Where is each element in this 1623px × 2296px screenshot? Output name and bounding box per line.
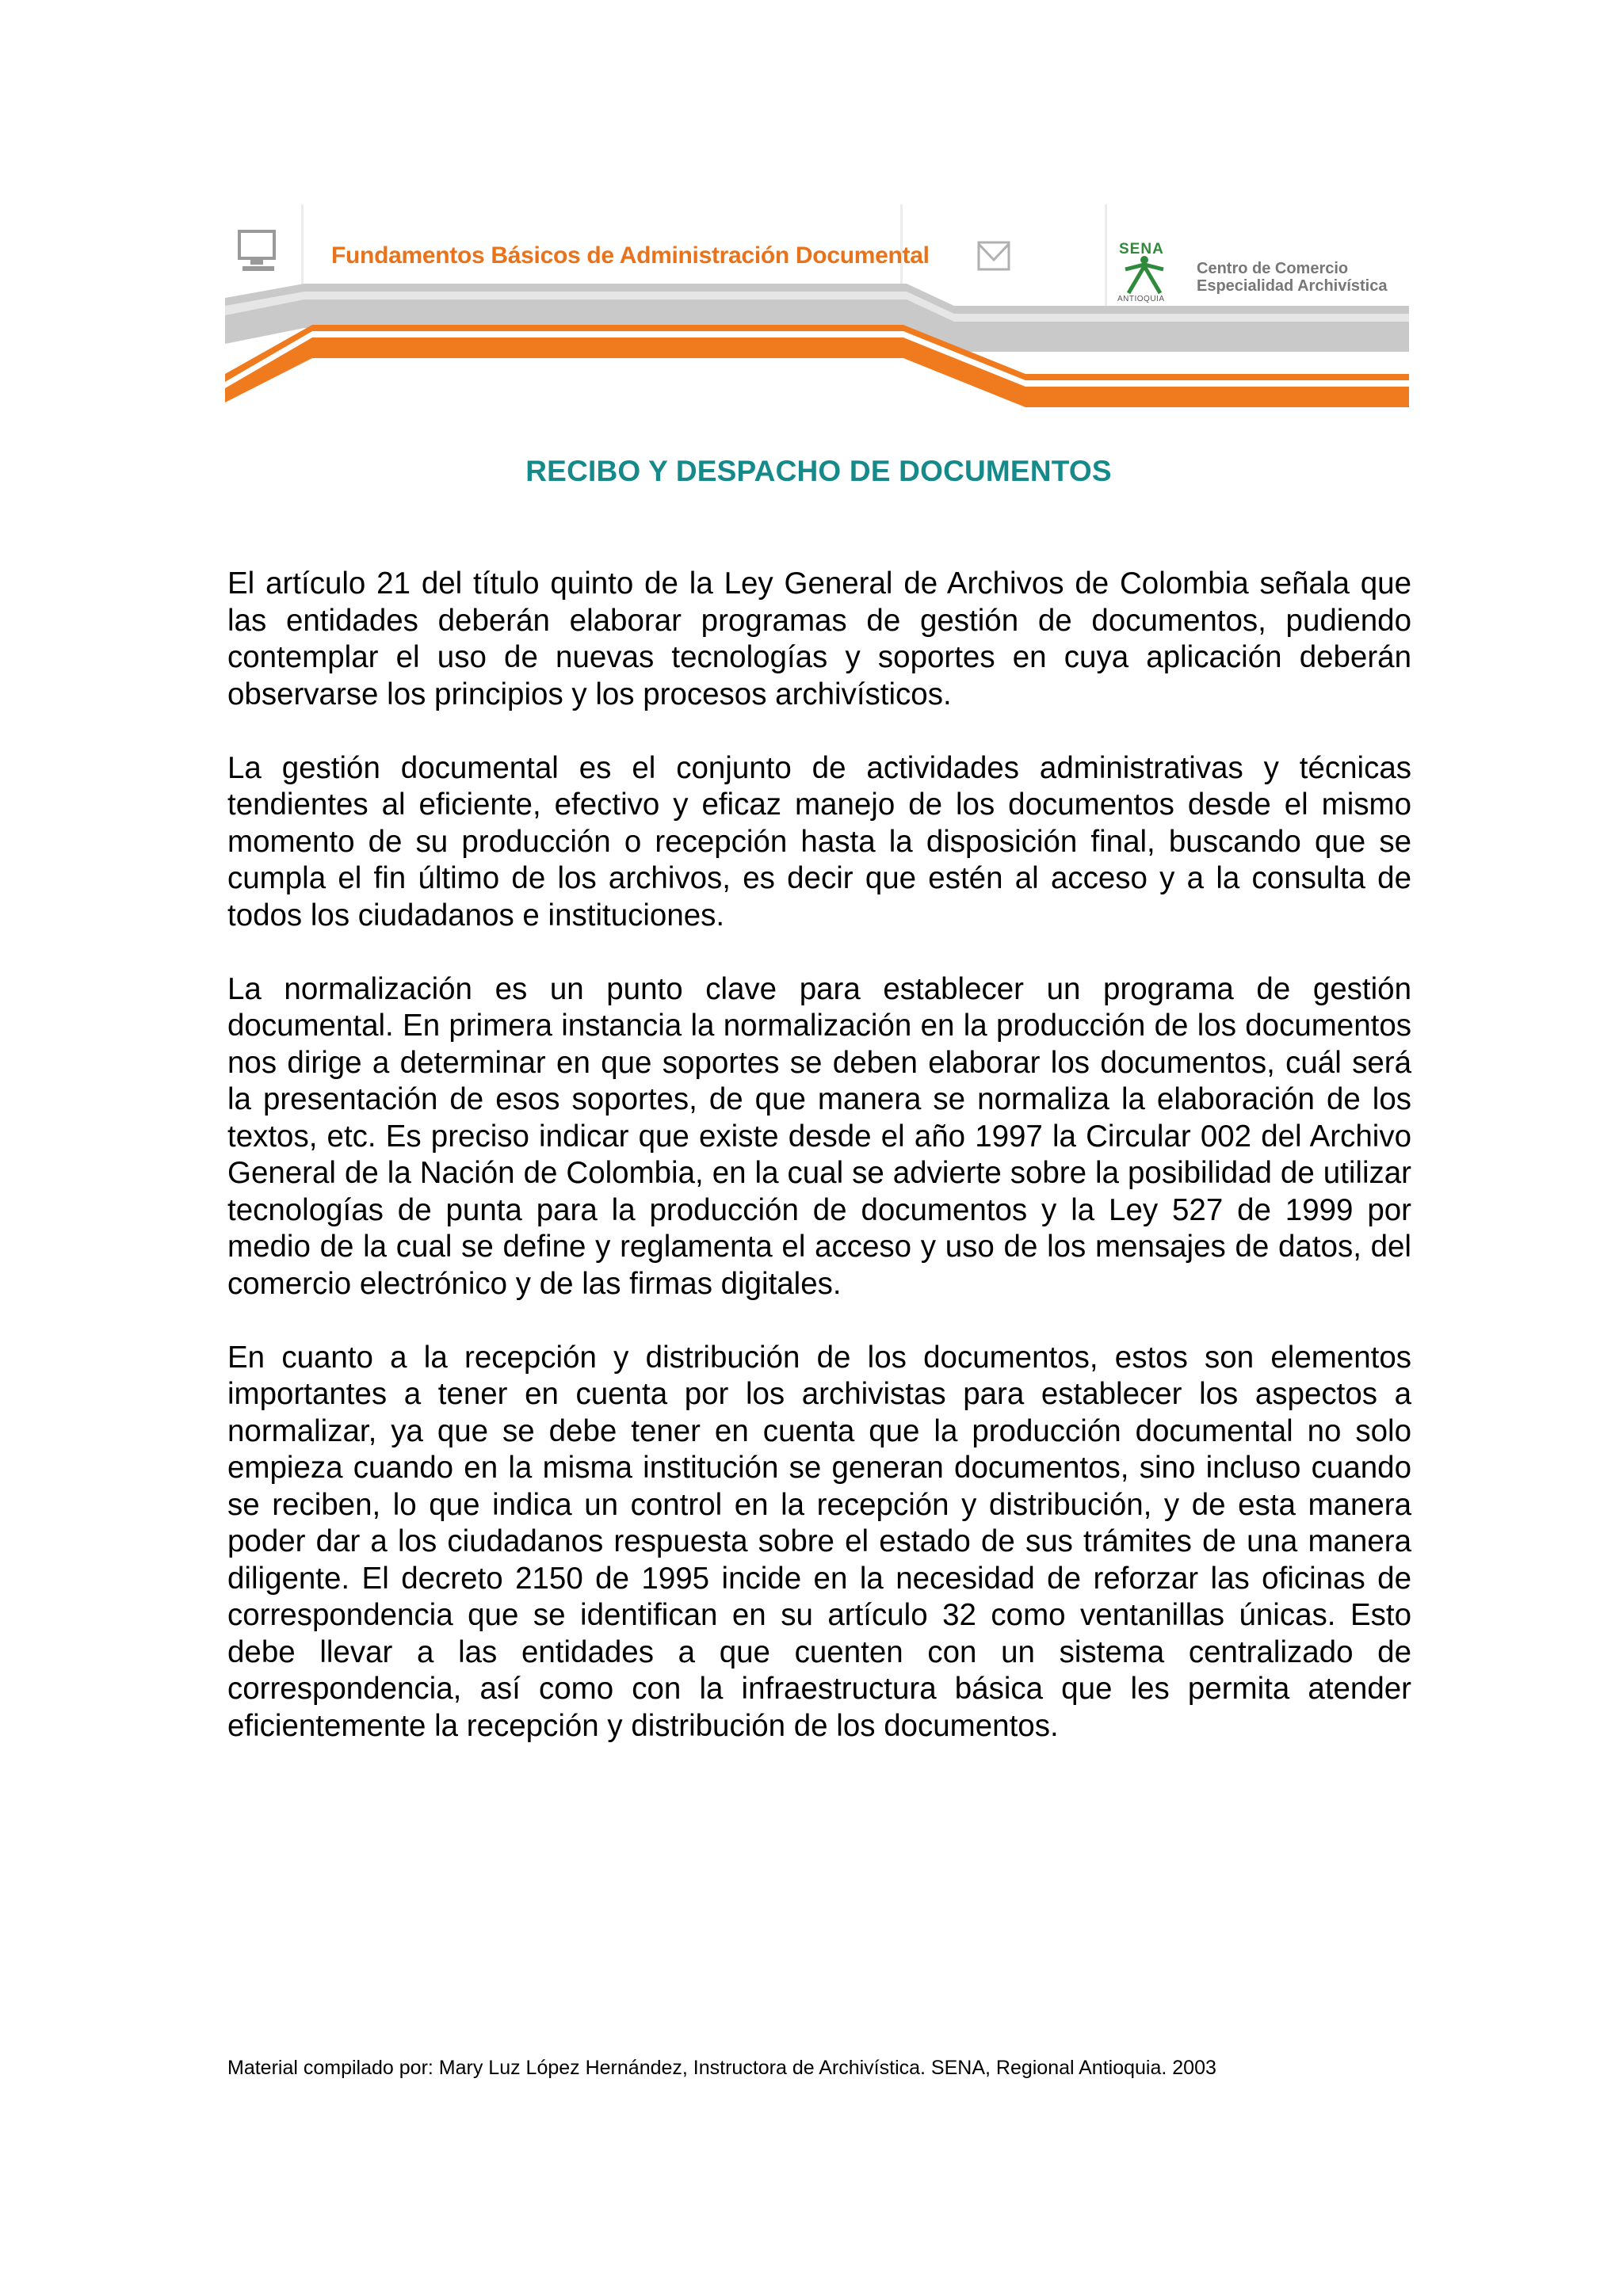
paragraph-4: En cuanto a la recepción y distribución de los documentos, estos son elementos importantes a tener en cuenta por los archivistas para establecer los aspectos a normalizar, ya que se debe tener en cuenta que la producción documental no solo empieza cuando en la misma institución se generan documentos, sino incluso cuando se reciben, lo que indica un control en la recepción y distribución, y de esta manera poder dar a los ciudadanos respuesta sobre el estado de sus trámites de una manera diligente. El decreto 2150 de 1995 incide en la necesidad de reforzar las oficinas de correspondencia que se identifican en su artículo 32 como ventanillas únicas. Esto debe llevar a las entidades a que cuenten con un sistema centralizado de correspondencia, así como con la infraestructura básica que les permita atender eficientemente la recepción y distribución de los documentos. xyxy=(227,1340,1411,1743)
monitor-icon xyxy=(236,228,281,276)
footer-credit: Material compilado por: Mary Luz López Hernández, Instructora de Archivística. SENA, Regional Antioquia. 2003 xyxy=(227,2057,1216,2079)
document-body xyxy=(227,566,1411,1782)
program-title: Fundamentos Básicos de Administración Documental xyxy=(331,242,930,269)
sena-wordmark: SENA xyxy=(1119,241,1164,257)
paragraph-1: El artículo 21 del título quinto de la Ley General de Archivos de Colombia señala que las entidades deberán elaborar programas de gestión de documentos, pudiendo contemplar el uso de nuevas tecnologías y soportes en cuya aplicación deberán observarse los principios y los procesos archivísticos. xyxy=(227,566,1411,711)
sena-region: ANTIOQUIA xyxy=(1117,295,1165,303)
center-name-line2: Especialidad Archivística xyxy=(1197,277,1388,295)
document-title: RECIBO Y DESPACHO DE DOCUMENTOS xyxy=(525,455,1112,487)
paragraph-3: La normalización es un punto clave para establecer un programa de gestión documental. En primera instancia la normalización en la producción de los documentos nos dirige a determinar en que soportes se deben elaborar los documentos, cuál será la presentación de esos soportes, de que manera se normaliza la elaboración de los textos, etc. Es preciso indicar que existe desde el año 1997 la Circular 002 del Archivo General de la Nación de Colombia, en la cual se advierte sobre la posibilidad de utilizar tecnologías de punta para la producción de documentos y la Ley 527 de 1999 por medio de la cual se define y reglamenta el acceso y uso de los mensajes de datos, del comercio electrónico y de las firmas digitales. xyxy=(227,971,1411,1301)
header-banner xyxy=(225,204,1409,407)
paragraph-2: La gestión documental es el conjunto de actividades administrativas y técnicas tendientes al eficiente, efectivo y eficaz manejo de los documentos desde el mismo momento de su producción o recepción hasta la disposición final, buscando que se cumpla el fin último de los archivos, es decir que estén al acceso y a la consulta de todos los ciudadanos e instituciones. xyxy=(227,750,1411,933)
center-name-line1: Centro de Comercio xyxy=(1197,260,1349,277)
center-name xyxy=(1197,260,1387,295)
envelope-icon xyxy=(976,236,1013,274)
banner-background xyxy=(225,204,1409,407)
